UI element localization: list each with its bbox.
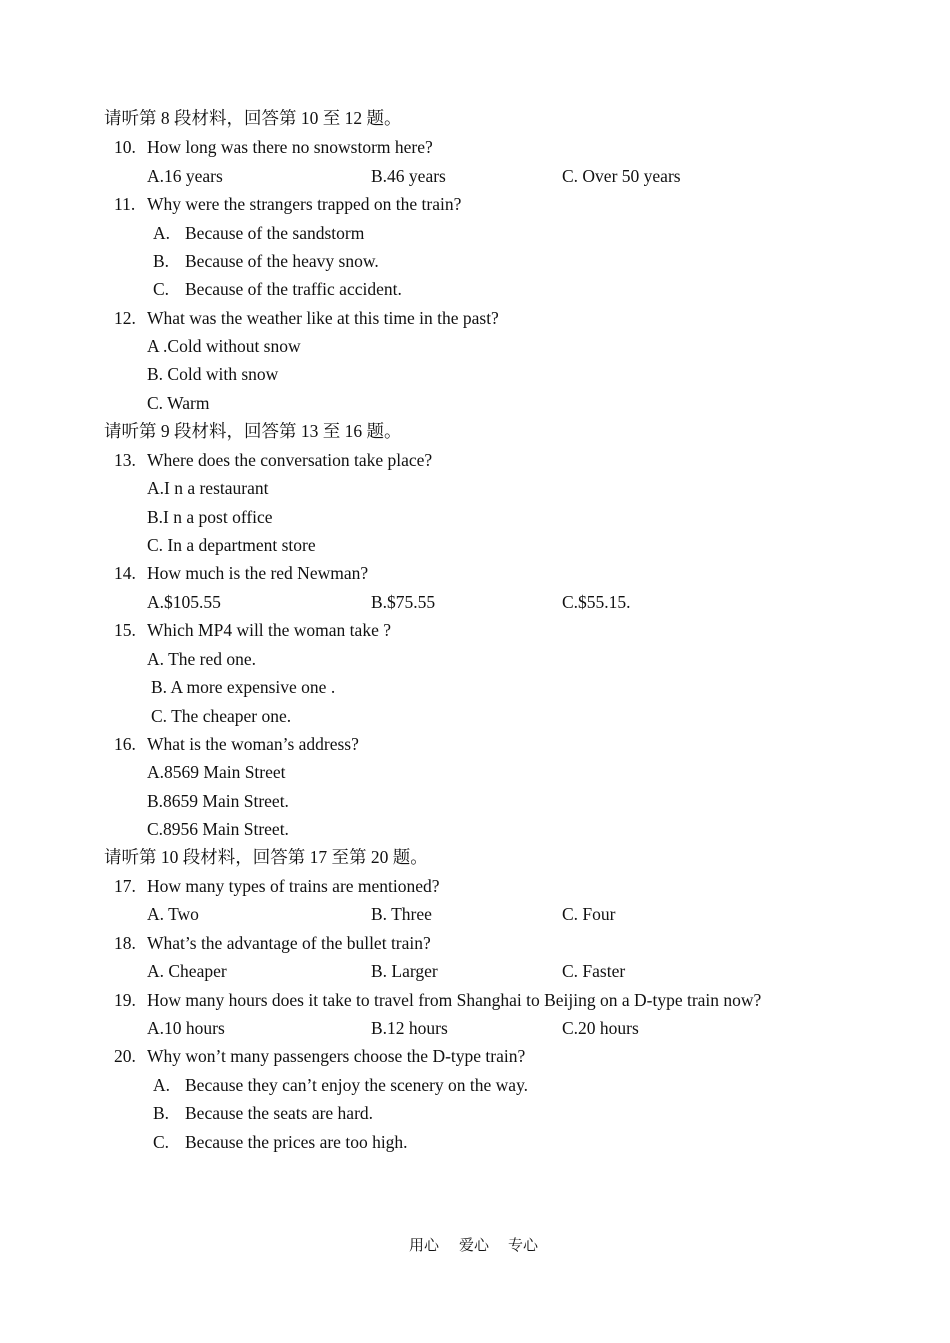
question-number: 12. xyxy=(114,308,136,328)
question-number: 14. xyxy=(114,563,136,583)
question-text: Which MP4 will the woman take ? xyxy=(147,620,391,640)
option: B.$75.55 xyxy=(371,592,436,612)
footer-text: 用心 xyxy=(409,1238,440,1254)
question-number: 11. xyxy=(114,194,136,214)
question-number: 18. xyxy=(114,933,136,953)
question-text: How many hours does it take to travel from Shanghai to Beijing on a D-type train now? xyxy=(147,990,762,1010)
option-text: Because of the heavy snow. xyxy=(185,251,379,271)
section-header: 请听第 10 段材料，回答第 17 至第 20 题。 xyxy=(104,847,428,867)
question-number: 15. xyxy=(114,620,136,640)
option: C. Four xyxy=(562,904,616,924)
option: C. Over 50 years xyxy=(562,166,681,186)
option: A.10 hours xyxy=(147,1018,225,1038)
question-text: How many types of trains are mentioned? xyxy=(147,876,440,896)
question-text: What is the woman’s address? xyxy=(147,734,359,754)
option: B. A more expensive one . xyxy=(151,677,336,697)
question-number: 10. xyxy=(114,137,136,157)
option-text: Because the seats are hard. xyxy=(185,1103,374,1123)
option-letter: C. xyxy=(153,279,170,299)
option: C. The cheaper one. xyxy=(151,706,292,726)
question-text: What was the weather like at this time in the past? xyxy=(147,308,499,328)
question-number: 20. xyxy=(114,1046,136,1066)
section-header: 请听第 9 段材料，回答第 13 至 16 题。 xyxy=(104,421,402,441)
option-text: Because the prices are too high. xyxy=(185,1132,408,1152)
question-number: 13. xyxy=(114,450,136,470)
option: B. Cold with snow xyxy=(147,364,279,384)
option-letter: B. xyxy=(153,251,170,271)
option: A.16 years xyxy=(147,166,223,186)
question-number: 19. xyxy=(114,990,136,1010)
option: B.12 hours xyxy=(371,1018,448,1038)
option: B. Three xyxy=(371,904,432,924)
option: C. Warm xyxy=(147,393,210,413)
option: A. The red one. xyxy=(147,649,257,669)
option: B.I n a post office xyxy=(147,507,273,527)
option: C. In a department store xyxy=(147,535,316,555)
option: A.$105.55 xyxy=(147,592,221,612)
question-text: Where does the conversation take place? xyxy=(147,450,433,470)
option: A .Cold without snow xyxy=(147,336,301,356)
question-text: How much is the red Newman? xyxy=(147,563,369,583)
question-text: Why were the strangers trapped on the train? xyxy=(147,194,462,214)
option-text: Because of the sandstorm xyxy=(185,223,365,243)
option: B. Larger xyxy=(371,961,438,981)
option-letter: A. xyxy=(153,223,171,243)
option-text: Because they can’t enjoy the scenery on the way. xyxy=(185,1075,529,1095)
option: A. Two xyxy=(147,904,199,924)
section-header: 请听第 8 段材料，回答第 10 至 12 题。 xyxy=(104,108,402,128)
option-text: Because of the traffic accident. xyxy=(185,279,402,299)
question-text: How long was there no snowstorm here? xyxy=(147,137,433,157)
option: C. Faster xyxy=(562,961,626,981)
option-letter: B. xyxy=(153,1103,170,1123)
question-number: 17. xyxy=(114,876,136,896)
option-letter: A. xyxy=(153,1075,171,1095)
option: A.I n a restaurant xyxy=(147,478,269,498)
option: C.$55.15. xyxy=(562,592,631,612)
option: A.8569 Main Street xyxy=(147,762,286,782)
option: C.8956 Main Street. xyxy=(147,819,289,839)
footer-text: 专心 xyxy=(508,1238,539,1254)
option: B.46 years xyxy=(371,166,446,186)
question-text: Why won’t many passengers choose the D-type train? xyxy=(147,1046,526,1066)
option: C.20 hours xyxy=(562,1018,639,1038)
question-text: What’s the advantage of the bullet train? xyxy=(147,933,431,953)
option: B.8659 Main Street. xyxy=(147,791,289,811)
option: A. Cheaper xyxy=(147,961,227,981)
footer-text: 爱心 xyxy=(459,1238,490,1254)
question-number: 16. xyxy=(114,734,136,754)
option-letter: C. xyxy=(153,1132,170,1152)
